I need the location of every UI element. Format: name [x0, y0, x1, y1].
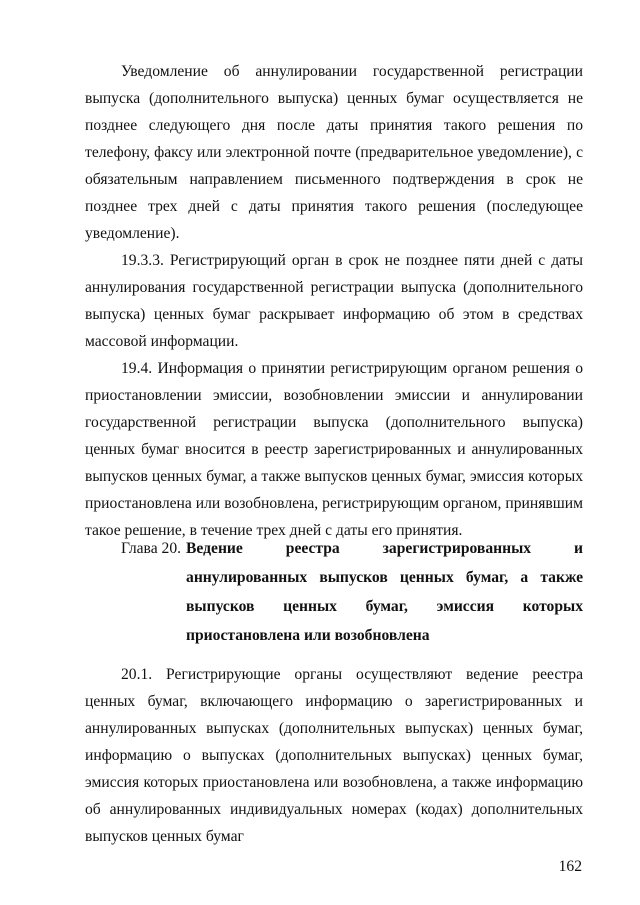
chapter-title: Ведение реестра зарегистрированных и аннулированных выпусков ценных бумаг, а также выпусков ценных бумаг, эмиссия которых приостановлена или возобновлена — [186, 540, 583, 644]
paragraph-19-4: 19.4. Информация о принятии регистрирующим органом решения о приостановлении эмиссии, возобновлении эмиссии и аннулировании государственной регистрации выпуска (дополнительного выпуска) ценных бумаг вносится в реестр зарегистрированных и аннулированных выпусков ценных бумаг, а также выпусков ценных бумаг, эмиссия которых приостановлена или возобновлена, регистрирующим органом, принявшим такое решение, в течение трех дней с даты его принятия. — [85, 360, 583, 539]
chapter-number: Глава 20. — [121, 540, 182, 557]
chapter-heading — [85, 534, 583, 650]
text-block-bottom — [85, 661, 583, 850]
paragraph-19-3-3: 19.3.3. Регистрирующий орган в срок не позднее пяти дней с даты аннулирования государственной регистрации выпуска (дополнительного выпуска) ценных бумаг раскрывает информацию об этом в средствах массовой информации. — [85, 252, 583, 350]
text-block-top — [85, 58, 583, 544]
paragraph-notification: Уведомление об аннулировании государственной регистрации выпуска (дополнительного выпуска) ценных бумаг осуществляется не позднее следующего дня после даты принятия такого решения по телефону, факсу или электронной почте (предварительное уведомление), с обязательным направлением письменного подтверждения в срок не позднее трех дней с даты принятия такого решения (последующее уведомление). — [85, 63, 583, 242]
page-number: 162 — [558, 858, 582, 875]
paragraph-20-1: 20.1. Регистрирующие органы осуществляют ведение реестра ценных бумаг, включающего информацию о зарегистрированных и аннулированных выпусках (дополнительных выпусках) ценных бумаг, информацию о выпусках (дополнительных выпусках) ценных бумаг, эмиссия которых приостановлена или возобновлена, а также информацию об аннулированных индивидуальных номерах (кодах) дополнительных выпусков ценных бумаг — [85, 666, 583, 845]
